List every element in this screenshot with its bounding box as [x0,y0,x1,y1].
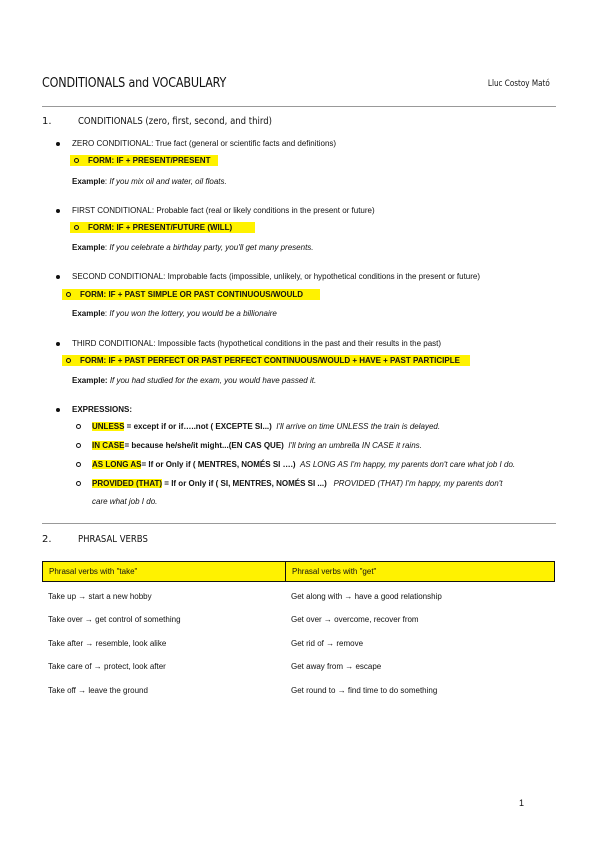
expression-as-long-as [92,459,515,470]
expressions-label: EXPRESSIONS: [72,405,133,414]
expression-example: PROVIDED (THAT) I'm happy, my parents don't [333,479,503,488]
circle-bullet-icon [76,481,81,486]
expression-definition: = except if or if…..not ( EXCEPTE SI...) [124,422,272,431]
expression-term: UNLESS [92,422,125,431]
expression-example: AS LONG AS I'm happy, my parents don't care what job I do. [299,460,516,469]
table-cell: Take after → resemble, look alike [48,639,167,648]
example-label: Example [72,243,105,252]
third-conditional-form-text: FORM: IF + PAST PERFECT OR PAST PERFECT CONTINUOUS/WOULD + HAVE + PAST PARTICIPLE [80,356,460,365]
bullet-icon [56,142,60,146]
example-text: If you celebrate a birthday party, you'll get many presents. [109,243,314,252]
first-conditional-example: Example: If you celebrate a birthday party, you'll get many presents. [72,243,314,252]
table-cell: Take care of → protect, look after [48,662,166,671]
circle-bullet-icon [76,443,81,448]
zero-conditional-label: ZERO CONDITIONAL: [72,139,154,148]
third-conditional-form [62,355,470,366]
third-conditional-label: THIRD CONDITIONAL: [72,339,156,348]
circle-bullet-icon [74,158,79,163]
page-header [42,76,556,96]
expression-definition: = If or Only if ( SI, MENTRES, NOMÉS SI ...) [162,479,327,488]
second-conditional-form-text: FORM: IF + PAST SIMPLE OR PAST CONTINUOUS/WOULD [80,290,304,299]
section-divider [42,523,556,524]
table-header-get: Phrasal verbs with "get" [292,567,377,576]
page-number: 1 [519,798,525,808]
bullet-icon [56,342,60,346]
section-title: CONDITIONALS (zero, first, second, and third) [78,116,272,127]
example-text: If you had studied for the exam, you would have passed it. [109,376,317,385]
table-cell: Get round to → find time to do something [291,686,438,695]
expression-definition: = If or Only if ( MENTRES, NOMÉS SI ….) [141,460,296,469]
expression-example: I'll bring an umbrella IN CASE it rains. [288,441,422,450]
third-conditional-line [72,338,441,349]
second-conditional-example: Example: If you won the lottery, you would be a billionaire [72,309,277,318]
expression-example: I'll arrive on time UNLESS the train is delayed. [276,422,441,431]
table-cell: Take over → get control of something [48,615,181,624]
section-title: PHRASAL VERBS [78,534,148,545]
zero-conditional-form [70,155,218,166]
expression-in-case [92,440,422,451]
header-divider [42,106,556,107]
expression-term: PROVIDED (THAT) [92,479,163,488]
table-cell: Get rid of → remove [291,639,364,648]
first-conditional-label: FIRST CONDITIONAL: [72,206,155,215]
circle-bullet-icon [66,358,71,363]
table-cell: Get over → overcome, recover from [291,615,419,624]
second-conditional-form [62,289,320,300]
table-header-row [42,561,555,582]
second-conditional-line [72,271,480,282]
third-conditional-example [72,375,316,386]
expression-example-continued: care what job I do. [92,497,158,506]
example-text: If you mix oil and water, oil floats. [109,177,227,186]
table-cell: Get along with → have a good relationship [291,592,442,601]
example-text: If you won the lottery, you would be a billionaire [109,309,277,318]
first-conditional-form [70,222,255,233]
document-title: CONDITIONALS and VOCABULARY [42,76,227,91]
first-conditional-desc: Probable fact (real or likely conditions in the present or future) [156,206,375,215]
zero-conditional-desc: True fact (general or scientific facts and definitions) [155,139,337,148]
first-conditional-form-text: FORM: IF + PRESENT/FUTURE (WILL) [88,223,233,232]
document-author: Lluc Costoy Mató [488,79,550,89]
bullet-icon [56,275,60,279]
zero-conditional-example: Example: If you mix oil and water, oil floats. [72,177,227,186]
table-cell: Take off → leave the ground [48,686,148,695]
circle-bullet-icon [76,462,81,467]
example-label: Example [72,177,105,186]
second-conditional-desc: Improbable facts (impossible, unlikely, or hypothetical conditions in the present or future) [167,272,481,281]
circle-bullet-icon [74,225,79,230]
bullet-icon [56,209,60,213]
expression-term: AS LONG AS [92,460,142,469]
section-number: 1. [42,116,52,127]
circle-bullet-icon [76,424,81,429]
column-divider [285,562,286,581]
expression-definition: = because he/she/it might...(EN CAS QUE) [124,441,284,450]
table-cell: Get away from → escape [291,662,382,671]
bullet-icon [56,408,60,412]
expression-term: IN CASE [92,441,125,450]
example-label: Example: [72,376,108,385]
section-number: 2. [42,534,52,545]
zero-conditional-line [72,138,336,149]
expression-provided-that [92,478,502,489]
zero-conditional-form-text: FORM: IF + PRESENT/PRESENT [88,156,211,165]
example-label: Example [72,309,105,318]
circle-bullet-icon [66,292,71,297]
table-header-take: Phrasal verbs with "take" [49,567,138,576]
first-conditional-line [72,205,375,216]
expression-unless [92,421,440,432]
table-cell: Take up → start a new hobby [48,592,152,601]
second-conditional-label: SECOND CONDITIONAL: [72,272,166,281]
third-conditional-desc: Impossible facts (hypothetical conditions in the past and their results in the past) [157,339,442,348]
